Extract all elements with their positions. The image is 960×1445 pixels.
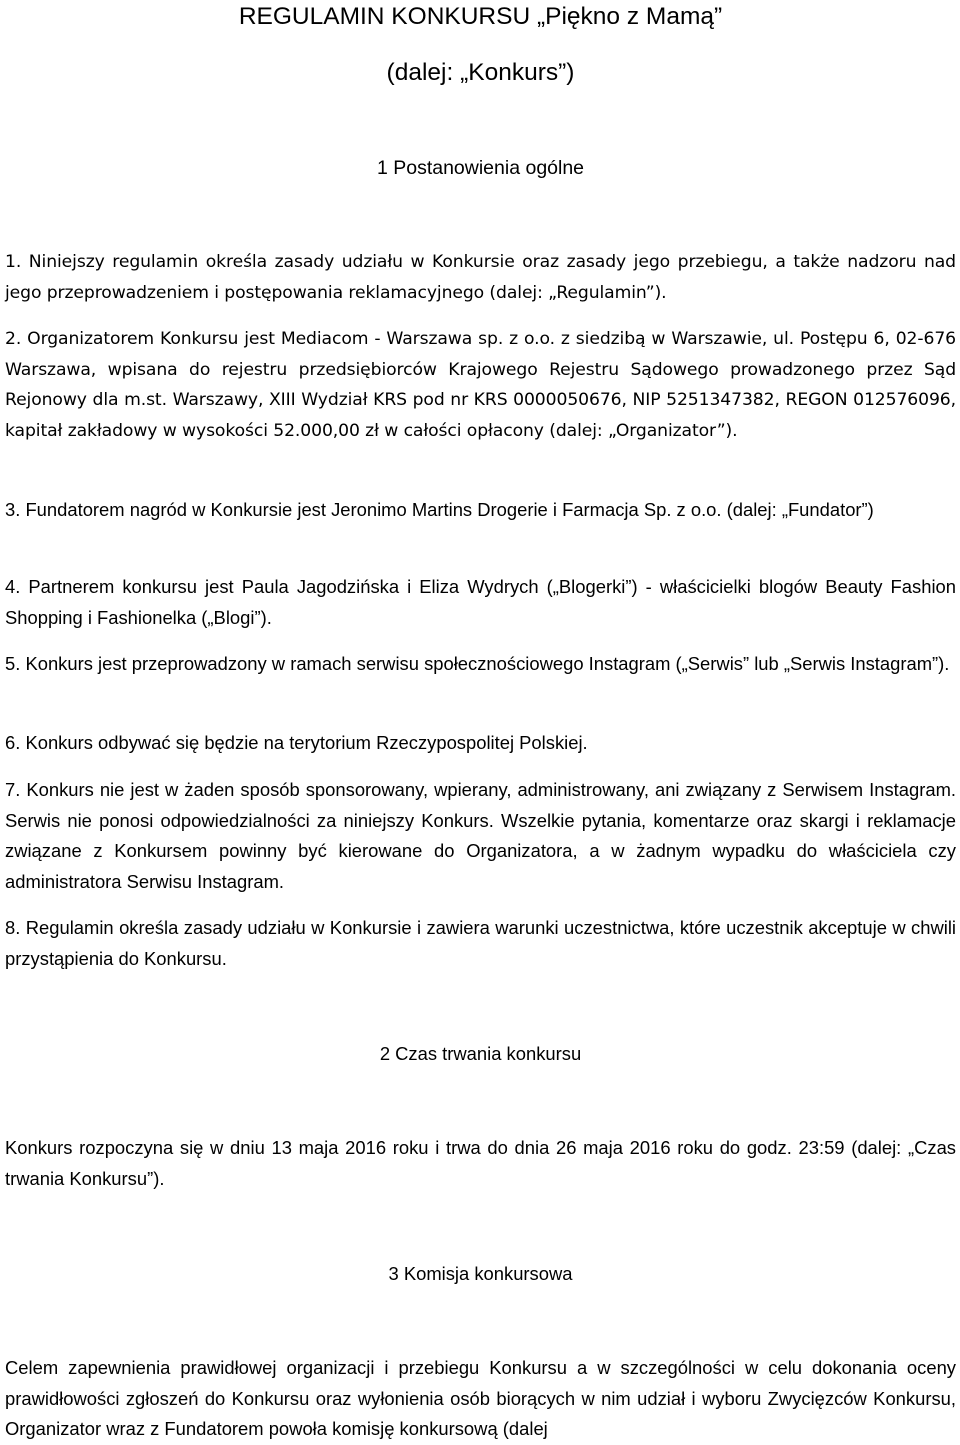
paragraph-7: 7. Konkurs nie jest w żaden sposób sponsorowany, wpierany, administrowany, ani związany z Serwisem Instagram. Serwis nie ponosi odpowiedzialności za niniejszy Konkurs. Wszelkie pytania, komentarze oraz skargi i reklamacje związane z Konkursem powinny być kierowane do Organizatora, a w żadnym wypadku do właściciela czy administratora Serwisu Instagram. [5, 779, 956, 892]
paragraph-8: 8. Regulamin określa zasady udziału w Konkursie i zawiera warunki uczestnictwa, które uczestnik akceptuje w chwili przystąpienia do Konkursu. [5, 917, 956, 969]
paragraph-duration: Konkurs rozpoczyna się w dniu 13 maja 2016 roku i trwa do dnia 26 maja 2016 roku do godz. 23:59 (dalej: „Czas trwania Konkursu”). [5, 1137, 956, 1189]
paragraph-6: 6. Konkurs odbywać się będzie na terytorium Rzeczypospolitej Polskiej. [5, 732, 588, 753]
paragraph-1: 1. Niniejszy regulamin określa zasady udziału w Konkursie oraz zasady jego przebiegu, a także nadzoru nad jego przeprowadzeniem i postępowania reklamacyjnego (dalej: „Regulamin”). [5, 252, 956, 303]
paragraph-2: 2. Organizatorem Konkursu jest Mediacom - Warszawa sp. z o.o. z siedzibą w Warszawie, ul. Postępu 6, 02-676 Warszawa, wpisana do rejestru przedsiębiorców Krajowego Rejestru Sądowego prowadzonego przez Sąd Rejonowy dla m.st. Warszawy, XIII Wydział KRS pod nr KRS 0000050676, NIP 5251347382, REGON 012576096, kapitał zakładowy w wysokości 52.000,00 zł w całości opłacony (dalej: „Organizator”). [5, 329, 956, 441]
paragraph-4: 4. Partnerem konkursu jest Paula Jagodzińska i Eliza Wydrych („Blogerki”) - właścicielki blogów Beauty Fashion Shopping i Fashionelka („Blogi”). [5, 576, 956, 628]
paragraph-commission: Celem zapewnienia prawidłowej organizacji i przebiegu Konkursu a w szczególności w celu dokonania oceny prawidłowości zgłoszeń do Konkursu oraz wyłonienia osób biorących w nim udział i wyboru Zwycięzców Konkursu, Organizator wraz z Fundatorem powoła komisję konkursową (dalej [5, 1357, 956, 1440]
document-title: REGULAMIN KONKURSU „Piękno z Mamą” [238, 3, 723, 30]
section-heading-commission: 3 Komisja konkursowa [388, 1263, 573, 1284]
document-subtitle: (dalej: „Konkurs”) [386, 59, 575, 86]
section-heading-general: 1 Postanowienia ogólne [376, 157, 585, 179]
paragraph-5: 5. Konkurs jest przeprowadzony w ramach serwisu społecznościowego Instagram („Serwis” lub „Serwis Instagram”). [5, 653, 950, 674]
section-heading-duration: 2 Czas trwania konkursu [379, 1043, 582, 1064]
paragraph-3: 3. Fundatorem nagród w Konkursie jest Jeronimo Martins Drogerie i Farmacja Sp. z o.o. (dalej: „Fundator”) [5, 499, 874, 520]
